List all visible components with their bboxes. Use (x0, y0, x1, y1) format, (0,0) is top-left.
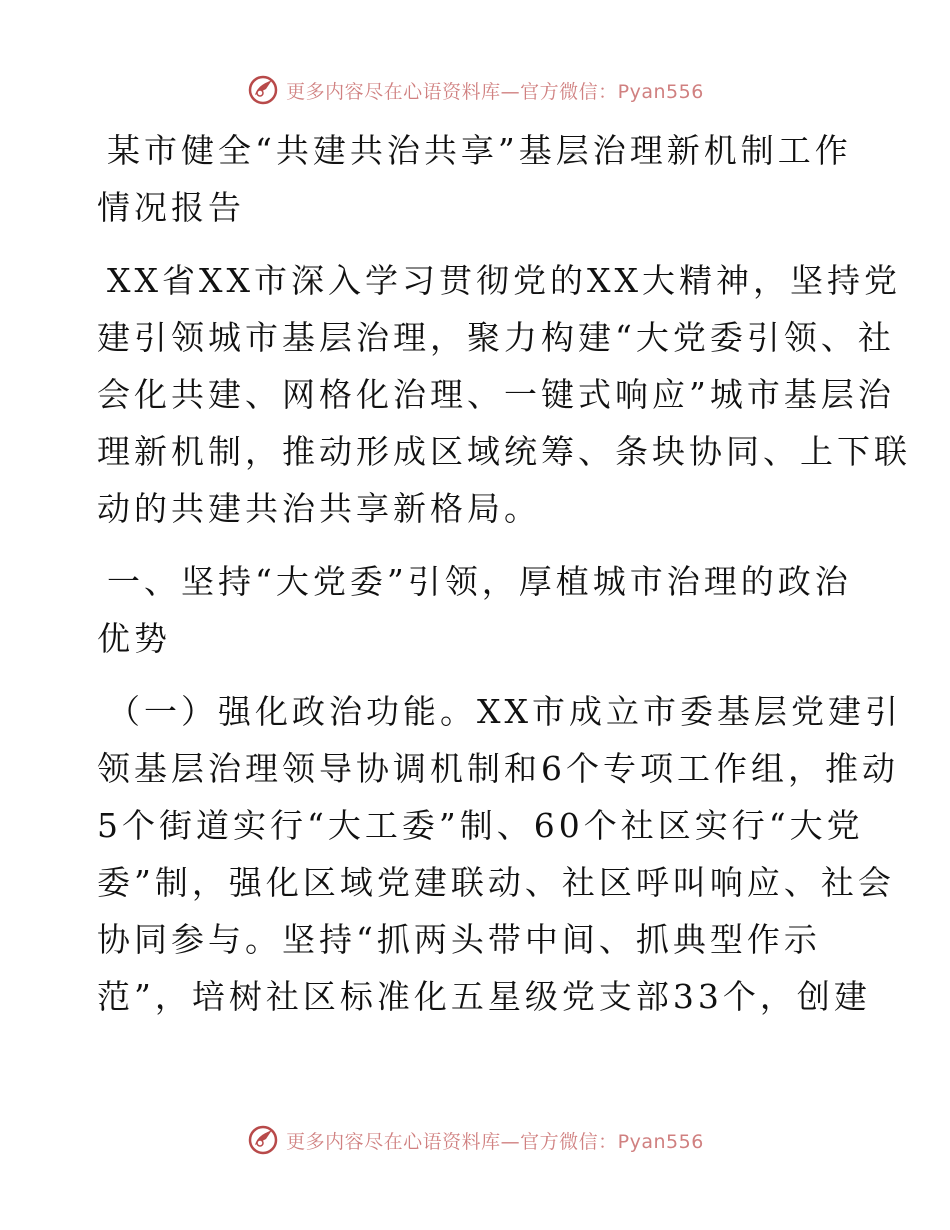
body-paragraph (97, 683, 902, 1025)
heading-line: 一、坚持“大党委”引领，厚植城市治理的政治 (107, 562, 852, 601)
section-heading (97, 553, 857, 667)
document-body (97, 122, 911, 1025)
paragraph-line: XX省XX市深入学习贯彻党的XX大精神，坚持党 (107, 261, 901, 300)
intro-paragraph (97, 252, 911, 537)
paragraph-line: 5个街道实行“大工委”制、60个社区实行“大党 (97, 806, 864, 845)
title-line: 某市健全“共建共治共享”基层治理新机制工作 (107, 131, 852, 170)
paragraph-line: 协同参与。坚持“抓两头带中间、抓典型作示 (97, 920, 821, 959)
brand-logo-icon (246, 1123, 280, 1157)
title-line: 情况报告 (97, 188, 245, 227)
paragraph-line: 领基层治理领导协调机制和6个专项工作组，推动 (97, 749, 899, 788)
heading-line: 优势 (97, 619, 171, 658)
paragraph-line: 建引领城市基层治理，聚力构建“大党委引领、社 (97, 318, 895, 357)
paragraph-line: （一）强化政治功能。XX市成立市委基层党建引 (107, 692, 902, 731)
watermark-text: 更多内容尽在心语资料库—官方微信：Pyan556 (286, 80, 704, 103)
paragraph-line: 动的共建共治共享新格局。 (97, 489, 541, 528)
watermark-top (0, 70, 950, 110)
watermark-text: 更多内容尽在心语资料库—官方微信：Pyan556 (286, 1130, 704, 1153)
paragraph-line: 委”制，强化区域党建联动、社区呼叫响应、社会 (97, 863, 895, 902)
paragraph-line: 理新机制，推动形成区域统筹、条块协同、上下联 (97, 432, 911, 471)
document-title (97, 122, 857, 236)
brand-logo-icon (246, 73, 280, 107)
paragraph-line: 会化共建、网格化治理、一键式响应”城市基层治 (97, 375, 895, 414)
watermark-bottom (0, 1120, 950, 1160)
paragraph-line: 范”，培树社区标准化五星级党支部33个，创建 (97, 977, 871, 1016)
